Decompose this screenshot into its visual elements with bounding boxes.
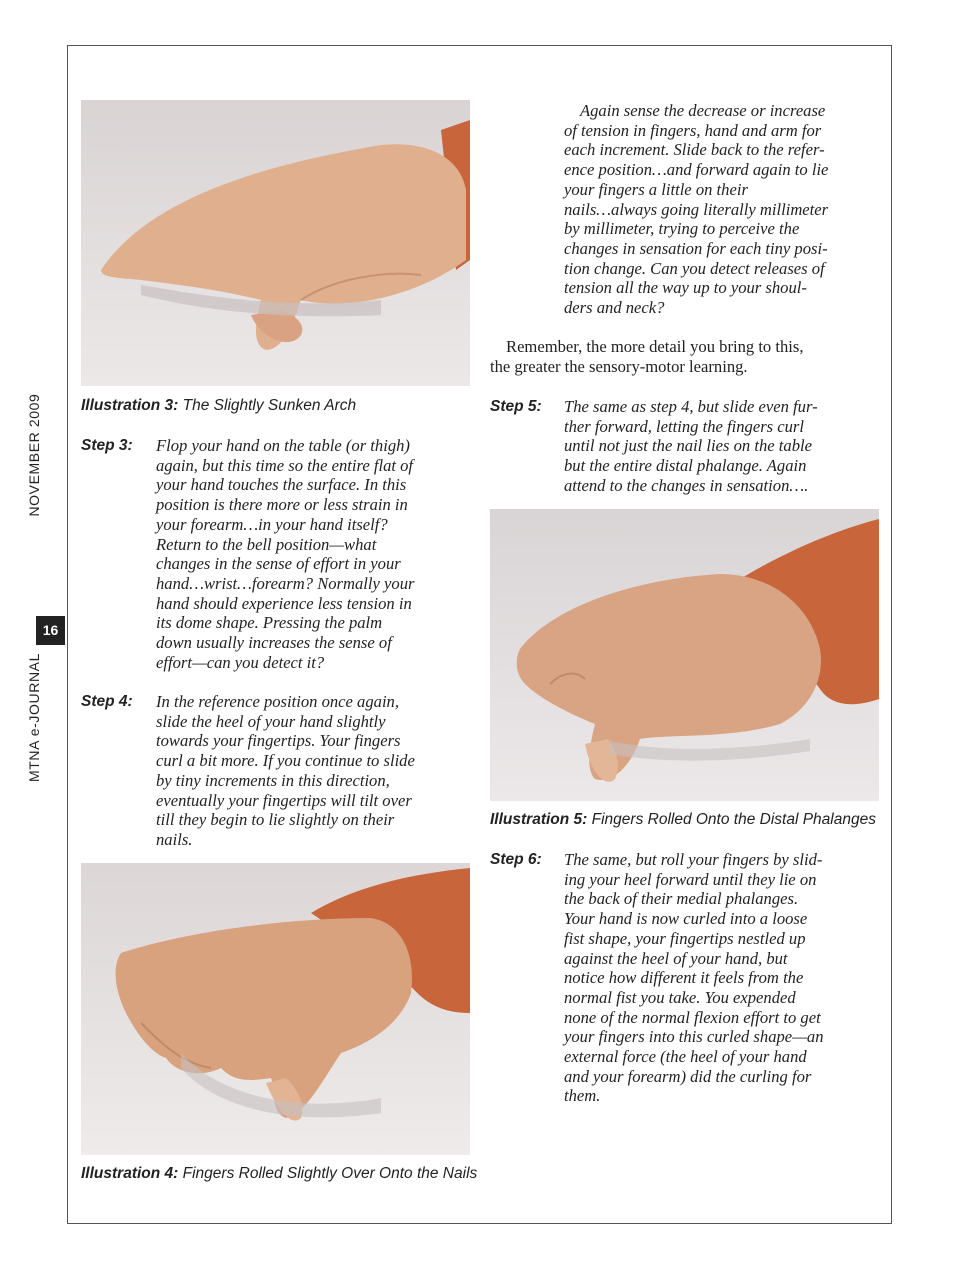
text-line: changes in sensation for each tiny posi- bbox=[564, 238, 828, 258]
text-line: tion change. Can you detect releases of bbox=[564, 258, 825, 278]
text-line: its dome shape. Pressing the palm bbox=[156, 613, 383, 633]
text-line: hand should experience less tension in bbox=[156, 593, 412, 613]
text-line: but the entire distal phalange. Again bbox=[564, 456, 807, 476]
step-6-label: Step 6: bbox=[490, 851, 542, 868]
step-3-label: Step 3: bbox=[81, 437, 133, 454]
illustration-5-title: Fingers Rolled Onto the Distal Phalanges bbox=[591, 811, 876, 828]
text-line: Return to the bell position—what bbox=[156, 534, 377, 554]
illustration-5-photo bbox=[490, 509, 879, 801]
text-line: external force (the heel of your hand bbox=[564, 1047, 807, 1067]
text-line: till they begin to lie slightly on their bbox=[156, 810, 395, 830]
text-line: nails. bbox=[156, 829, 193, 849]
text-line: Again sense the decrease or increase bbox=[580, 101, 826, 120]
text-line: ther forward, letting the fingers curl bbox=[564, 416, 804, 436]
text-line: slide the heel of your hand slightly bbox=[156, 711, 386, 731]
text-line: them. bbox=[564, 1086, 601, 1106]
text-line: and your forearm) did the curling for bbox=[564, 1066, 812, 1086]
text-line: Remember, the more detail you bring to this, bbox=[506, 337, 804, 356]
text-line: In the reference position once again, bbox=[156, 692, 399, 711]
text-line: by tiny increments in this direction, bbox=[156, 770, 390, 790]
text-line: ders and neck? bbox=[564, 298, 665, 318]
text-line: fist shape, your fingertips nestled up bbox=[564, 928, 806, 948]
illustration-3-caption bbox=[81, 397, 356, 415]
text-line: down usually increases the sense of bbox=[156, 633, 392, 653]
text-line: each increment. Slide back to the refer- bbox=[564, 140, 825, 160]
illustration-4-caption bbox=[81, 1165, 477, 1183]
step-4-text bbox=[156, 692, 415, 850]
text-line: effort—can you detect it? bbox=[156, 652, 325, 672]
text-line: ence position…and forward again to lie bbox=[564, 160, 829, 180]
text-line: tension all the way up to your shoul- bbox=[564, 278, 807, 298]
text-line: position is there more or less strain in bbox=[156, 495, 408, 515]
text-line: again, but this time so the entire flat of bbox=[156, 455, 414, 475]
journal-name: MTNA e-JOURNAL bbox=[26, 653, 42, 782]
illustration-4-title: Fingers Rolled Slightly Over Onto the Nails bbox=[182, 1165, 478, 1182]
issue-date: NOVEMBER 2009 bbox=[26, 393, 42, 517]
text-line: ing your heel forward until they lie on bbox=[564, 869, 817, 889]
text-line: until not just the nail lies on the table bbox=[564, 436, 812, 456]
text-line: your fingers into this curled shape—an bbox=[564, 1027, 824, 1047]
illustration-3-photo bbox=[81, 100, 470, 386]
text-line: your hand touches the surface. In this bbox=[156, 475, 407, 495]
text-line: none of the normal flexion effort to get bbox=[564, 1007, 821, 1027]
text-line: against the heel of your hand, but bbox=[564, 948, 788, 968]
illustration-5-caption bbox=[490, 811, 876, 829]
illustration-3-label: Illustration 3: bbox=[81, 397, 179, 414]
text-line: The same as step 4, but slide even fur- bbox=[564, 397, 818, 416]
text-line: the back of their medial phalanges. bbox=[564, 889, 799, 909]
step-5-label: Step 5: bbox=[490, 398, 542, 415]
illustration-4-label: Illustration 4: bbox=[81, 1165, 179, 1182]
step-4-label: Step 4: bbox=[81, 693, 133, 710]
text-line: nails…always going literally millimeter bbox=[564, 199, 829, 219]
illustration-3-title: The Slightly Sunken Arch bbox=[182, 397, 357, 414]
text-line: Flop your hand on the table (or thigh) bbox=[156, 436, 410, 455]
text-line: of tension in fingers, hand and arm for bbox=[564, 120, 822, 140]
continued-paragraph bbox=[564, 101, 884, 318]
text-line: by millimeter, trying to perceive the bbox=[564, 219, 800, 239]
illustration-5-label: Illustration 5: bbox=[490, 811, 588, 828]
step-5-text bbox=[564, 397, 818, 496]
text-line: your fingers a little on their bbox=[564, 179, 748, 199]
step-3-text bbox=[156, 436, 414, 672]
text-line: notice how different it feels from the bbox=[564, 968, 804, 988]
text-line: curl a bit more. If you continue to slide bbox=[156, 751, 415, 771]
text-line: The same, but roll your fingers by slid- bbox=[564, 850, 823, 869]
text-line: towards your fingertips. Your fingers bbox=[156, 731, 401, 751]
illustration-4-photo bbox=[81, 863, 470, 1155]
remember-paragraph bbox=[490, 337, 885, 376]
text-line: your forearm…in your hand itself? bbox=[156, 514, 388, 534]
page-number: 16 bbox=[36, 616, 65, 645]
step-6-text bbox=[564, 850, 824, 1106]
text-line: eventually your fingertips will tilt over bbox=[156, 790, 412, 810]
text-line: Your hand is now curled into a loose bbox=[564, 909, 808, 929]
text-line: hand…wrist…forearm? Normally your bbox=[156, 573, 415, 593]
text-line: normal fist you take. You expended bbox=[564, 987, 796, 1007]
text-line: the greater the sensory-motor learning. bbox=[490, 356, 748, 376]
text-line: changes in the sense of effort in your bbox=[156, 554, 401, 574]
text-line: attend to the changes in sensation…. bbox=[564, 475, 809, 495]
